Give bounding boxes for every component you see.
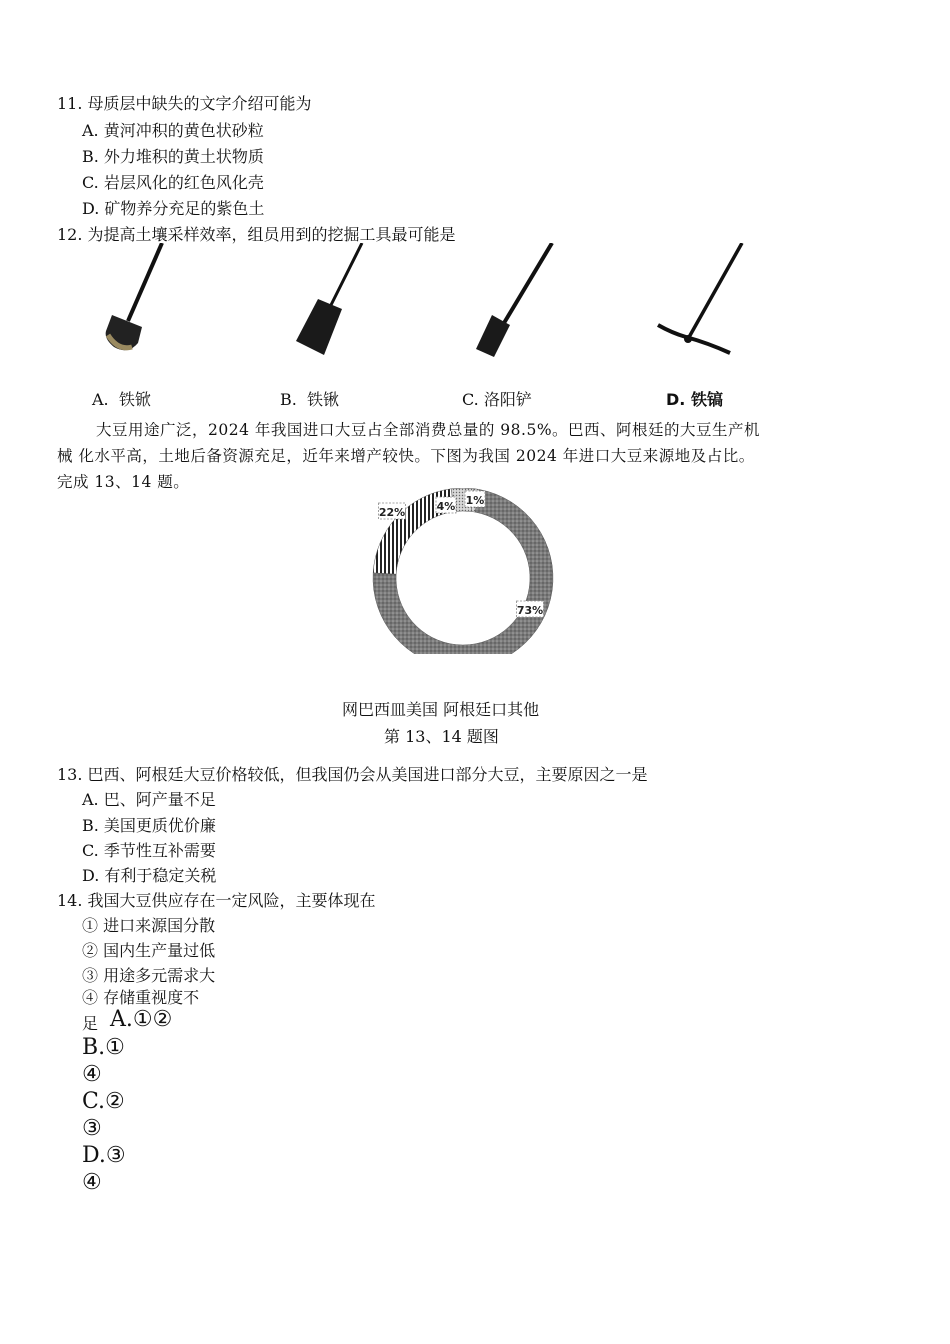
tool-a-caption	[92, 390, 151, 410]
q13-option-a: A. 巴、阿产量不足	[82, 790, 216, 809]
q11-option-a: A. 黄河冲积的黄色状砂粒	[82, 121, 264, 140]
q14-answer-b: B.①	[82, 1035, 125, 1060]
q13-stem: 13. 巴西、阿根廷大豆价格较低，但我国仍会从美国进口部分大豆，主要原因之一是	[57, 765, 648, 784]
tool-d-name: 铁镐	[690, 390, 723, 409]
q14-item-4-tail: 足	[82, 1014, 99, 1033]
q14-answer-d: D.③	[82, 1143, 126, 1168]
q11-option-c: C. 岩层风化的红色风化壳	[82, 173, 264, 192]
tool-a-name: 铁锨	[118, 390, 151, 409]
passage-line-2: 械 化水平高，土地后备资源充足，近年来增产较快。下图为我国 2024 年进口大豆来源地及占比。	[57, 447, 755, 465]
donut-label-美国: 22%	[378, 506, 406, 519]
shovel-a-image	[98, 243, 170, 355]
q13-option-c: C. 季节性互补需要	[82, 841, 216, 860]
pickaxe-d-image	[652, 243, 762, 355]
q13-option-b: B. 美国更质优价廉	[82, 816, 216, 835]
luoyang-shovel-c-image	[470, 243, 560, 359]
donut-label-其他: 1%	[465, 494, 485, 507]
q13-option-d: D. 有利于稳定关税	[82, 866, 217, 885]
q12-stem: 12. 为提高土壤采样效率，组员用到的挖掘工具最可能是	[57, 225, 456, 244]
tool-c-letter: C.	[462, 390, 479, 409]
q14-answer-c-cont: ③	[82, 1116, 102, 1141]
tool-b-caption	[280, 390, 339, 410]
q14-item-2: ② 国内生产量过低	[82, 941, 216, 960]
donut-label-巴西: 73%	[516, 604, 544, 617]
chart-legend: 网巴西皿美国 阿根廷口其他	[342, 700, 540, 719]
tool-c-caption	[462, 390, 532, 410]
q14-answer-c: C.②	[82, 1089, 125, 1114]
donut-label-阿根廷: 4%	[436, 500, 456, 513]
q14-answer-d-cont: ④	[82, 1170, 102, 1195]
q14-item-3: ③ 用途多元需求大	[82, 966, 216, 985]
q14-item-4: ④ 存储重视度不	[82, 988, 200, 1007]
spade-b-image	[290, 243, 370, 357]
q14-answer-a: A.①②	[110, 1007, 173, 1032]
q14-item-1: ① 进口来源国分散	[82, 916, 216, 935]
tool-a-letter: A.	[92, 390, 109, 409]
tool-d-letter: D.	[666, 390, 686, 409]
q11-stem: 11. 母质层中缺失的文字介绍可能为	[57, 94, 312, 113]
q14-answer-b-cont: ④	[82, 1062, 102, 1087]
soybean-import-donut-chart	[368, 488, 558, 654]
tool-d-caption	[666, 390, 723, 410]
chart-caption: 第 13、14 题图	[384, 727, 499, 746]
tool-c-name: 洛阳铲	[483, 390, 532, 409]
passage-line-3: 完成 13、14 题。	[57, 473, 190, 491]
q14-stem: 14. 我国大豆供应存在一定风险，主要体现在	[57, 891, 376, 910]
tool-b-name: 铁锹	[307, 390, 340, 409]
tool-b-letter: B.	[280, 390, 297, 409]
q11-option-b: B. 外力堆积的黄土状物质	[82, 147, 264, 166]
passage-line-1: 大豆用途广泛，2024 年我国进口大豆占全部消费总量的 98.5%。巴西、阿根廷的大豆生产机	[96, 421, 761, 439]
q11-option-d: D. 矿物养分充足的紫色土	[82, 199, 265, 218]
